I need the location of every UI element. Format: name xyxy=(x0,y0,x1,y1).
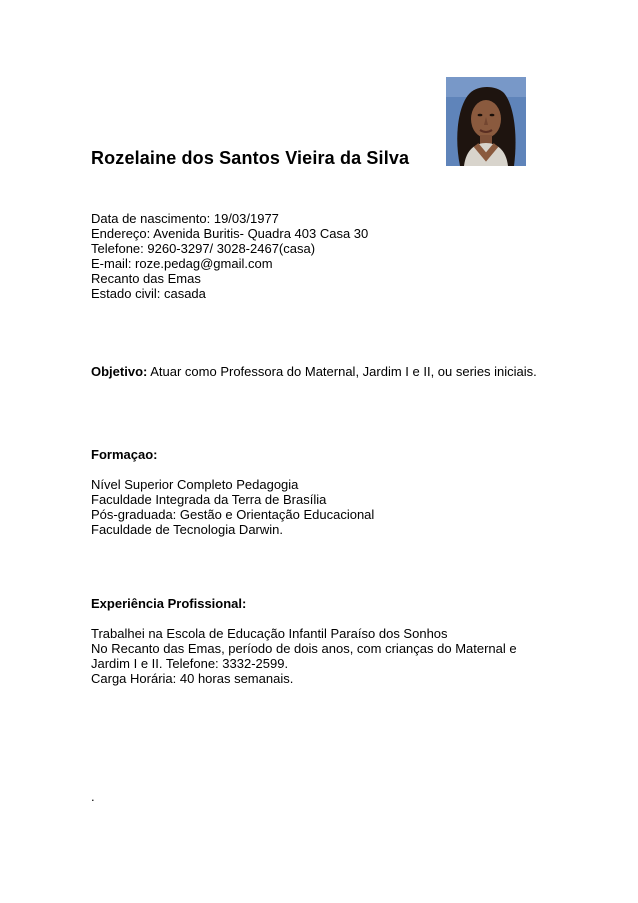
birth-date: Data de nascimento: 19/03/1977 xyxy=(91,211,279,226)
education-title: Formaçao: xyxy=(91,447,158,462)
education-list xyxy=(91,477,374,537)
address: Endereço: Avenida Buritis- Quadra 403 Casa 30 xyxy=(91,226,369,241)
experience-line: Carga Horária: 40 horas semanais. xyxy=(91,671,294,686)
experience-line: Jardim I e II. Telefone: 3332-2599. xyxy=(91,656,289,671)
objective-paragraph xyxy=(91,364,537,379)
personal-info xyxy=(91,211,368,301)
marital-status: Estado civil: casada xyxy=(91,286,206,301)
profile-photo xyxy=(446,77,526,166)
phone: Telefone: 9260-3297/ 3028-2467(casa) xyxy=(91,241,316,256)
objective-label: Objetivo: xyxy=(91,364,148,379)
objective-text: Atuar como Professora do Maternal, Jardim I e II, ou series iniciais. xyxy=(147,364,537,379)
education-line: Faculdade Integrada da Terra de Brasília xyxy=(91,492,327,507)
education-line: Faculdade de Tecnologia Darwin. xyxy=(91,522,283,537)
city: Recanto das Emas xyxy=(91,271,201,286)
email: E-mail: roze.pedag@gmail.com xyxy=(91,256,273,271)
portrait-image xyxy=(446,77,526,166)
experience-line: No Recanto das Emas, período de dois anos, com crianças do Maternal e xyxy=(91,641,517,656)
experience-line: Trabalhei na Escola de Educação Infantil Paraíso dos Sonhos xyxy=(91,626,448,641)
experience-list xyxy=(91,626,517,686)
trailing-dot: . xyxy=(91,789,95,804)
experience-title: Experiência Profissional: xyxy=(91,596,247,611)
education-line: Pós-graduada: Gestão e Orientação Educacional xyxy=(91,507,375,522)
candidate-name: Rozelaine dos Santos Vieira da Silva xyxy=(91,148,410,168)
education-line: Nível Superior Completo Pedagogia xyxy=(91,477,299,492)
